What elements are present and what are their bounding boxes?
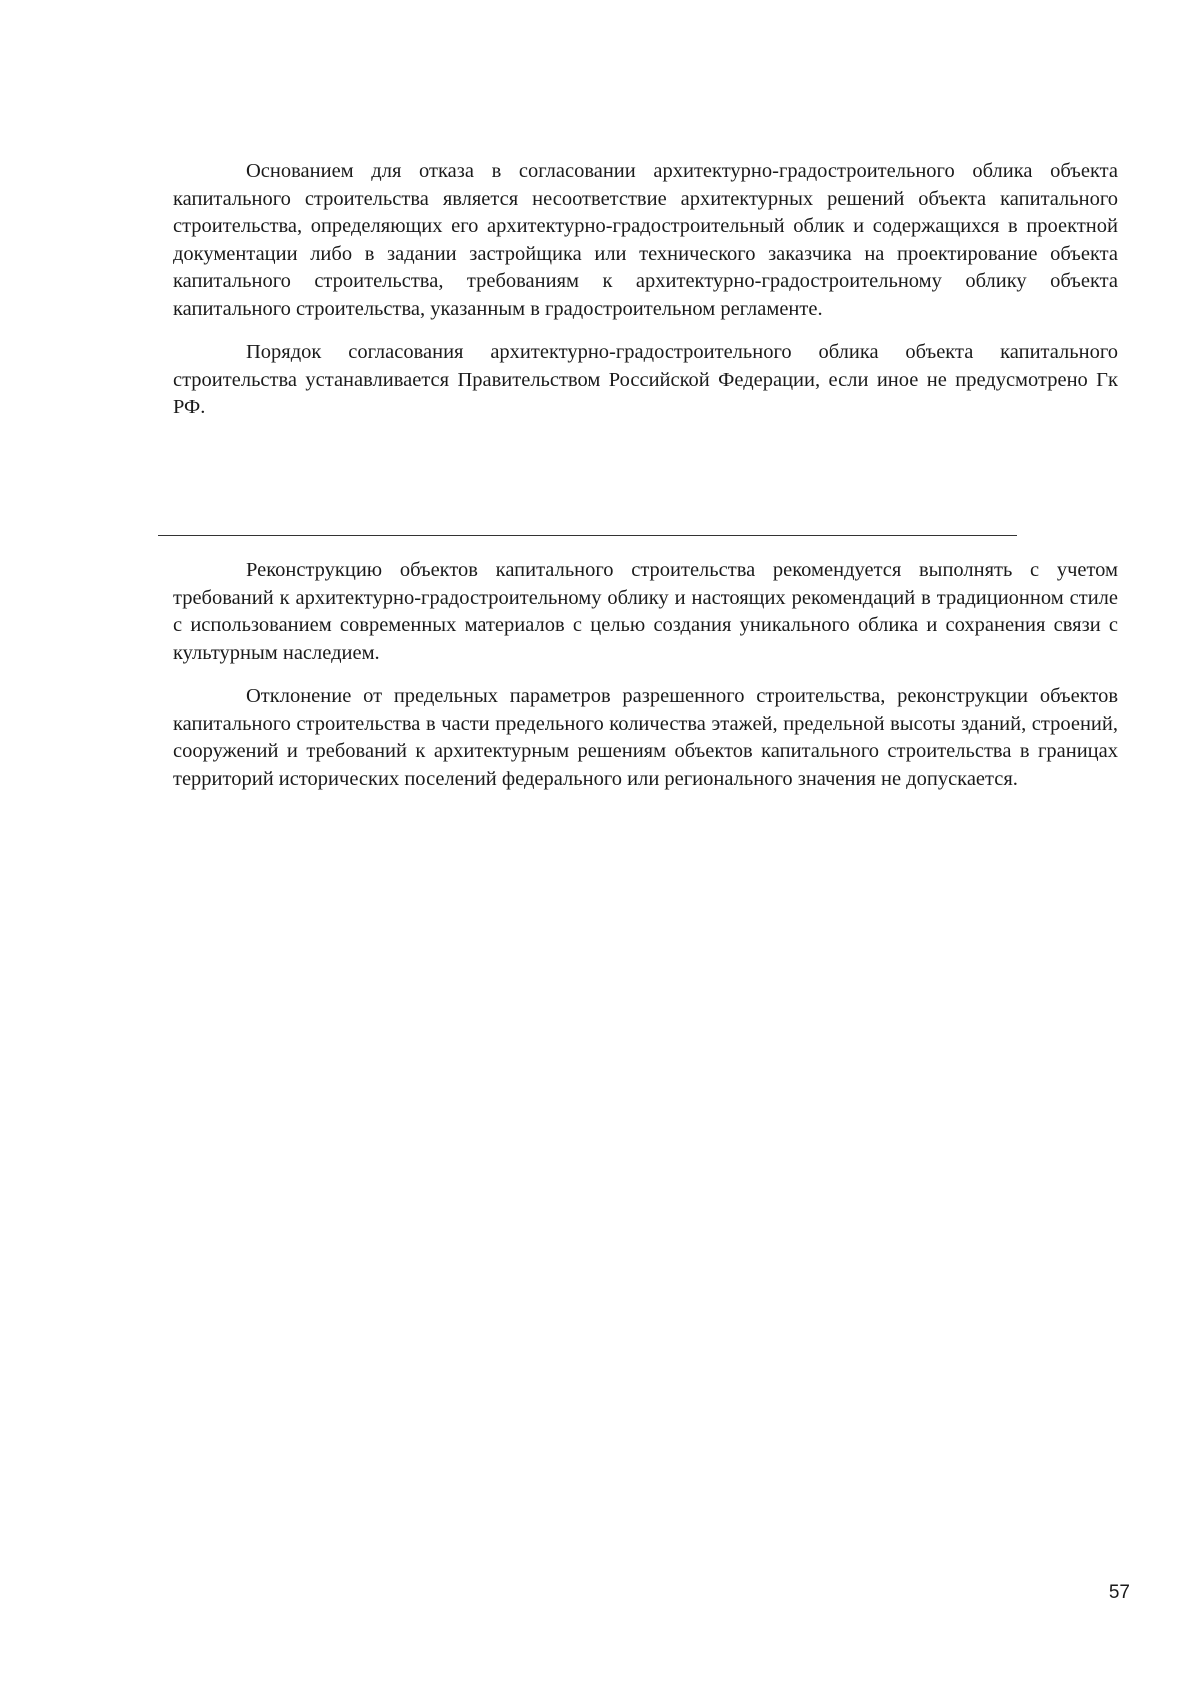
paragraph-deviation: Отклонение от предельных параметров разрешенного строительства, реконструкции объектов капитального строительства в части предельного количества этажей, предельной высоты зданий, строений, сооружений и требований к архитектурным решениям объектов капитального строительства в границах территорий исторических поселений федерального или регионального значения не допускается. — [173, 685, 1118, 790]
paragraph-refusal-grounds: Основанием для отказа в согласовании архитектурно-градостроительного облика объекта капитального строительства является несоответствие архитектурных решений объекта капитального строительства, определяющих его архитектурно-градостроительный облик и содержащихся в проектной документации либо в задании застройщика или технического заказчика на проектирование объекта капитального строительства, требованиям к архитектурно-градостроительному облику объекта капитального строительства, указанным в градостроительном регламенте. — [173, 160, 1118, 320]
paragraph-reconstruction: Реконструкцию объектов капитального строительства рекомендуется выполнять с учетом требований к архитектурно-градостроительному облику и настоящих рекомендаций в традиционном стиле с использованием современных материалов с целью создания уникального облика и сохранения связи с культурным наследием. — [173, 559, 1118, 664]
bottom-text-block — [173, 557, 1118, 809]
page-number: 57 — [1108, 1582, 1130, 1603]
horizontal-divider — [158, 535, 1017, 536]
paragraph-approval-procedure: Порядок согласования архитектурно-градостроительного облика объекта капитального строительства устанавливается Правительством Российской Федерации, если иное не предусмотрено Гк РФ. — [173, 341, 1118, 418]
top-text-block — [173, 158, 1118, 438]
